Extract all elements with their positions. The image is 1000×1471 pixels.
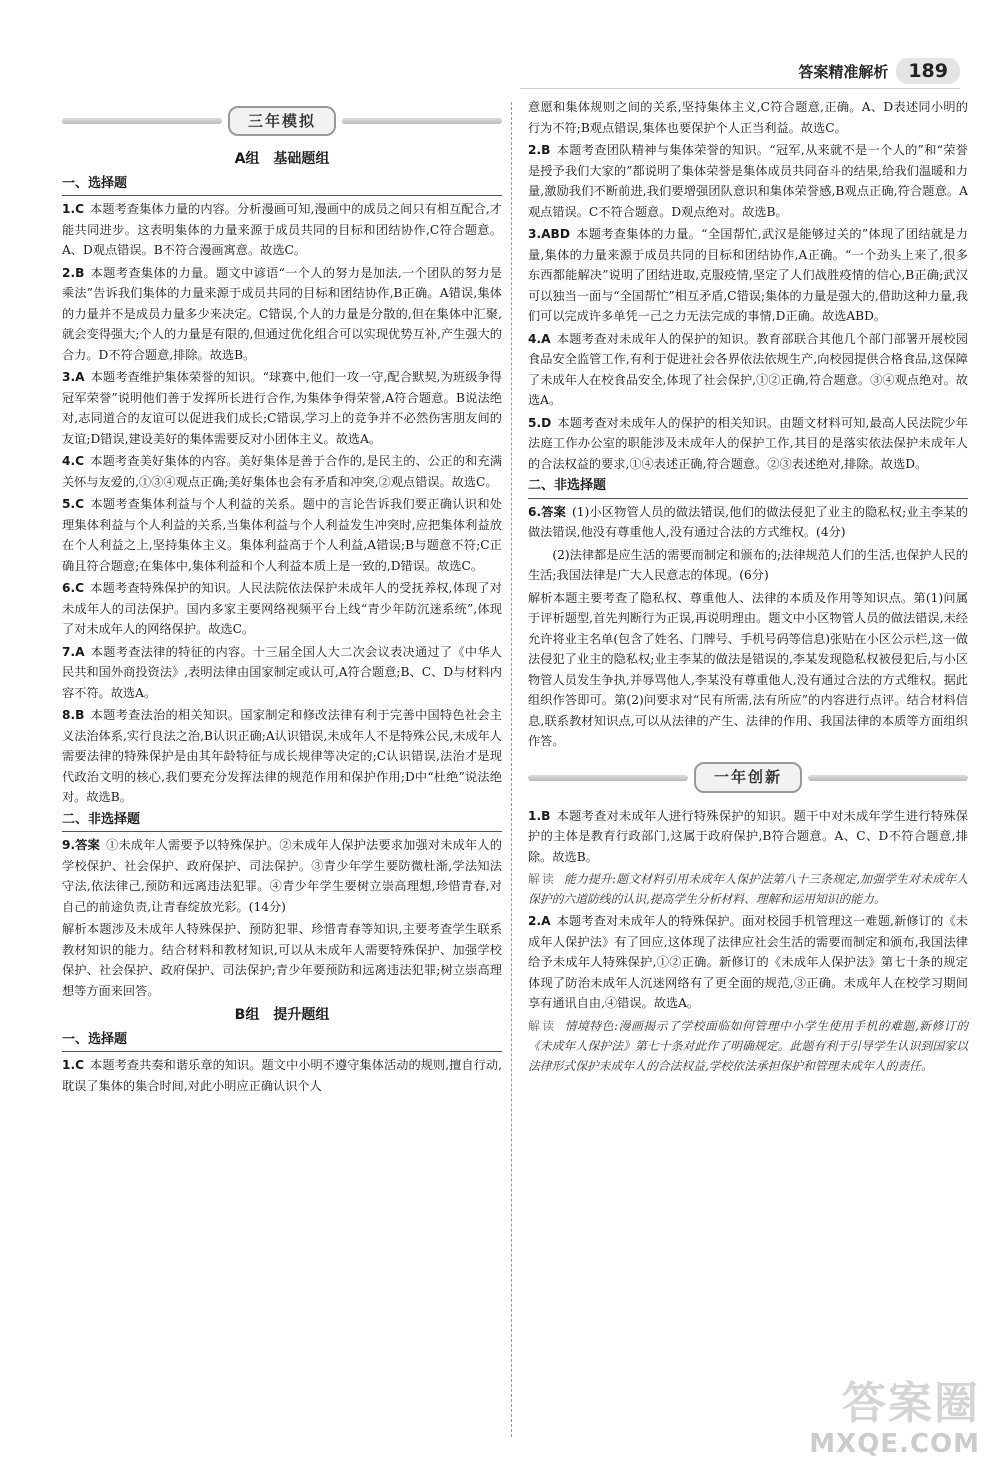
item-number: 2.B — [528, 143, 551, 157]
item-number: 6.C — [62, 581, 85, 595]
answer-item — [62, 494, 502, 576]
item-text: 本题考查法律的特征的内容。十三届全国人大二次会议表决通过了《中华人民共和国外商投资法》,表明法律由国家制定或认可,A符合题意;B、C、D与材料内容不符。故选A。 — [62, 644, 502, 700]
item-number: 3.ABD — [528, 227, 570, 241]
item-answer: (1)小区物管人员的做法错误,他们的做法侵犯了业主的隐私权;业主李某的做法错误,他没有尊重他人,没有通过合法的方式维权。(4分) — [528, 504, 968, 539]
answer-item-continued: 意愿和集体规则之间的关系,坚持集体主义,C符合题意,正确。A、D表述同小明的行为不符;B观点错误,集体也要保护个人正当利益。故选C。 — [528, 100, 968, 135]
answer-item — [62, 1055, 502, 1096]
group-b-title: B组 提升题组 — [234, 1007, 330, 1023]
watermark-logo: 答案圈 — [842, 1378, 980, 1429]
banner-bar — [342, 118, 502, 124]
item-text: 本题考查集体的力量。“全国帮忙,武汉是能够过关的”体现了团结就是力量,集体的力量来源于成员共同的目标和团结协作,A正确。“一个劲头上来了,很多东西都能解决”说明了团结进取,克服疫情,坚定了人们战胜疫情的信心,B正确;武汉可以独当一面与“全国帮忙”相互矛盾,C错误;集体的力量是强大的,借助这种力量,我们可以完成许多单凭一己之力无法完成的事情,D正确。故选ABD。 — [528, 227, 968, 323]
answer-item — [528, 502, 968, 543]
note-label: 解读 — [528, 1018, 557, 1033]
analysis — [62, 919, 502, 1001]
answer-item — [62, 705, 502, 808]
analysis-label: 解析 — [62, 922, 87, 936]
item-number: 9.答案 — [62, 838, 101, 852]
item-text: 本题考查团队精神与集体荣誉的知识。“冠军,从来就不是一个人的”和“荣誉是授予我们大家的”都说明了集体荣誉是集体成员共同奋斗的结果,给我们温暖和力量,激励我们不断前进,我们要增强团队意识和集体荣誉感,B观点正确,符合题意。A观点错误。C不符合题意。D观点绝对。故选B。 — [528, 143, 968, 219]
banner-title: 一年创新 — [694, 762, 802, 793]
item-text: 本题考查集体力量的内容。分析漫画可知,漫画中的成员之间只有相互配合,才能共同进步。这表明集体的力量来源于成员共同的目标和团结协作,C符合题意。A、D观点错误。B不符合漫画寓意。故选C。 — [62, 202, 502, 257]
item-text: 本题考查对未成年人的特殊保护。面对校园手机管理这一难题,新修订的《未成年人保护法》有了回应,这体现了法律应社会生活的需要而制定和颁布,我国法律给予未成年人特殊保护,①②正确。新修订的《未成年人保护法》第七十条的规定体现了防治未成年人沉迷网络有了更全面的规范,③正确。未成年人在校学习期间享有通讯自由,④错误。故选A。 — [528, 914, 968, 1010]
item-number: 7.A — [62, 644, 85, 659]
analysis-label: 解析 — [528, 590, 553, 605]
item-number: 1.B — [528, 808, 551, 823]
note-label: 解读 — [528, 872, 557, 886]
item-text: 本题考查共奏和谐乐章的知识。题文中小明不遵守集体活动的规则,擅自行动,耽误了集体的集合时间,对此小明应正确认识个人 — [62, 1058, 502, 1093]
banner-bar — [808, 775, 968, 781]
item-number: 8.B — [62, 708, 85, 722]
answer-item — [62, 263, 502, 366]
section-non-choice: 二、非选择题 — [528, 476, 968, 499]
item-number: 5.D — [528, 415, 552, 430]
answer-item — [528, 329, 968, 411]
page-number: 189 — [896, 58, 960, 84]
section-choice: 一、选择题 — [62, 1030, 502, 1053]
column-divider — [511, 102, 512, 1437]
group-a-title: A组 基础题组 — [234, 151, 330, 167]
section-choice: 一、选择题 — [62, 174, 502, 197]
section-banner-one-year — [528, 758, 968, 798]
item-number: 1.C — [62, 202, 85, 216]
item-answer: ①未成年人需要予以特殊保护。②未成年人保护法要求加强对未成年人的学校保护、社会保护、政府保护、司法保护。③青少年学生要防微杜渐,学法知法守法,依法律己,预防和远离违法犯罪。④青少年学生要树立崇高理想,珍惜青春,对自己的前途负责,让青春绽放光彩。(14分) — [62, 838, 502, 914]
banner-bar — [62, 118, 222, 124]
left-column — [62, 95, 502, 1098]
item-text: 本题考查特殊保护的知识。人民法院依法保护未成年人的受抚养权,体现了对未成年人的司法保护。国内多家主要网络视频平台上线“青少年防沉迷系统”,体现了对未成年人的网络保护。故选C。 — [62, 581, 502, 636]
answer-item — [528, 140, 968, 222]
answer-item — [62, 642, 502, 704]
answer-item — [62, 578, 502, 640]
page-header — [798, 58, 960, 84]
item-number: 4.A — [528, 331, 551, 346]
analysis-text: 本题涉及未成年人特殊保护、预防犯罪、珍惜青春等知识,主要考查学生联系教材知识的能力。结合材料和教材知识,可以从未成年人需要特殊保护、加强学校保护、社会保护、政府保护、司法保护;青少年要预防和远离违法犯罪;树立崇高理想等方面来回答。 — [62, 922, 502, 998]
banner-title: 三年模拟 — [228, 106, 336, 137]
item-number: 2.A — [528, 914, 551, 928]
item-text: 本题考查对未成年人的保护的知识。教育部联合其他几个部门部署开展校园食品安全监管工作,有利于促进社会各界依法依规生产,向校园提供合格食品,这保障了未成年人在校食品安全,体现了社会保护,①②正确,符合题意。③④观点绝对。故选A。 — [528, 331, 968, 407]
answer-item — [62, 835, 502, 917]
item-text: 本题考查法治的相关知识。国家制定和修改法律有利于完善中国特色社会主义法治体系,实行良法之治,B认识正确;A认识错误,未成年人不是特殊公民,未成年人需要法律的特殊保护是由其年龄特征与成长规律等决定的;C认识错误,法治才是现代政治文明的核心,我们要充分发挥法律的规范作用和保护作用;D中“杜绝”说法绝对。故选B。 — [62, 708, 502, 804]
header-rule — [520, 88, 960, 89]
analysis-text: 本题主要考查了隐私权、尊重他人、法律的本质及作用等知识点。第(1)问属于评析题型,首先判断行为正误,再说明理由。题文中小区物管人员的做法错误,未经允许将业主名单(包含了姓名、门牌号、手机号码等信息)张贴在小区公示栏,这一做法侵犯了业主的隐私权;业主李某的做法是错误的,李某发现隐私权被侵犯后,与小区物管人员发生争执,并辱骂他人,李某没有尊重他人,没有通过合法的方式维权。据此组织作答即可。第(2)问要求对“民有所需,法有所应”的内容进行点评。结合材料信息,联系教材知识点,可以从法律的产生、法律的作用、我国法律的本质等方面组织作答。 — [528, 590, 969, 748]
item-text: 本题考查对未成年人的保护的相关知识。由题文材料可知,最高人民法院少年法庭工作办公室的职能涉及未成年人的保护工作,其目的是落实依法保护未成年人的合法权益的要求,①④表述正确,符合题意。②③表述绝对,排除。故选D。 — [528, 415, 968, 471]
section-non-choice: 二、非选择题 — [62, 810, 502, 833]
answer-item — [62, 367, 502, 449]
note-text: 能力提升:题文材料引用未成年人保护法第八十三条规定,加强学生对未成年人保护的六道防线的认识,提高学生分析材料、理解和运用知识的能力。 — [528, 872, 968, 906]
item-number: 4.C — [62, 454, 85, 468]
item-text: 本题考查对未成年人进行特殊保护的知识。题干中对未成年学生进行特殊保护的主体是教育行政部门,这属于政府保护,B符合题意。A、C、D不符合题意,排除。故选B。 — [528, 808, 968, 864]
item-text: 本题考查集体的力量。题文中谚语“一个人的努力是加法,一个团队的努力是乘法”告诉我们集体的力量来源于成员共同的目标和团结协作,B正确。A错误,集体的力量并不是成员力量多少来决定。C错误,个人的力量是分散的,但在集体中汇聚,就会变得强大;个人的力量是有限的,但通过优化组合可以实现优势互补,产生强大的合力。D不符合题意,排除。故选B。 — [62, 265, 502, 362]
header-title: 答案精准解析 — [798, 62, 889, 81]
answer-item — [62, 451, 502, 492]
right-column — [528, 97, 968, 1078]
item-number: 2.B — [62, 265, 85, 280]
item-number: 6.答案 — [528, 504, 566, 519]
answer-item — [62, 199, 502, 261]
item-text: 本题考查维护集体荣誉的知识。“球赛中,他们一攻一守,配合默契,为班级争得冠军荣誉”说明他们善于发挥所长进行合作,为集体争得荣誉,A符合题意。B说法绝对,志同道合的友谊可以促进我们成长;C错误,学习上的竞争并不必然伤害朋友间的友谊;D错误,建设美好的集体需要反对小团体主义。故选A。 — [62, 370, 502, 446]
item-text: 本题考查集体利益与个人利益的关系。题中的言论告诉我们要正确认识和处理集体利益与个人利益的关系,当集体利益与个人利益发生冲突时,应把集体利益放在个人利益之上,坚持集体主义。集体利益高于个人利益,A错误;B与题意不符;C正确且符合题意;在集体中,集体利益和个人利益本质上是一致的,D错误。故选C。 — [62, 497, 502, 573]
analysis — [528, 588, 968, 752]
item-number: 1.C — [62, 1058, 85, 1072]
answer-item — [528, 911, 968, 1014]
note-text: 情境特色:漫画揭示了学校面临如何管理中小学生使用手机的难题,新修订的《未成年人保护法》第七十条对此作了明确规定。此题有利于引导学生认识到国家以法律形式保护未成年人的合法权益,学校依法承担保护和管理未成年人的责任。 — [528, 1018, 968, 1073]
interpretation-note — [528, 1016, 968, 1076]
section-banner-three-years — [62, 101, 502, 141]
answer-item — [528, 806, 968, 868]
answer-item — [528, 413, 968, 475]
banner-bar — [528, 775, 688, 781]
item-text: 本题考查美好集体的内容。美好集体是善于合作的,是民主的、公正的和充满关怀与友爱的,①③④观点正确;美好集体也会有矛盾和冲突,②观点错误。故选C。 — [62, 454, 502, 489]
watermark-url: MXQE.COM — [809, 1429, 980, 1459]
item-number: 5.C — [62, 497, 85, 511]
item-answer-part2: (2)法律都是应生活的需要而制定和颁布的;法律规范人们的生活,也保护人民的生活;我国法律是广大人民意志的体现。(6分) — [528, 547, 968, 582]
item-number: 3.A — [62, 370, 85, 384]
interpretation-note — [528, 869, 968, 909]
answer-item — [528, 224, 968, 327]
